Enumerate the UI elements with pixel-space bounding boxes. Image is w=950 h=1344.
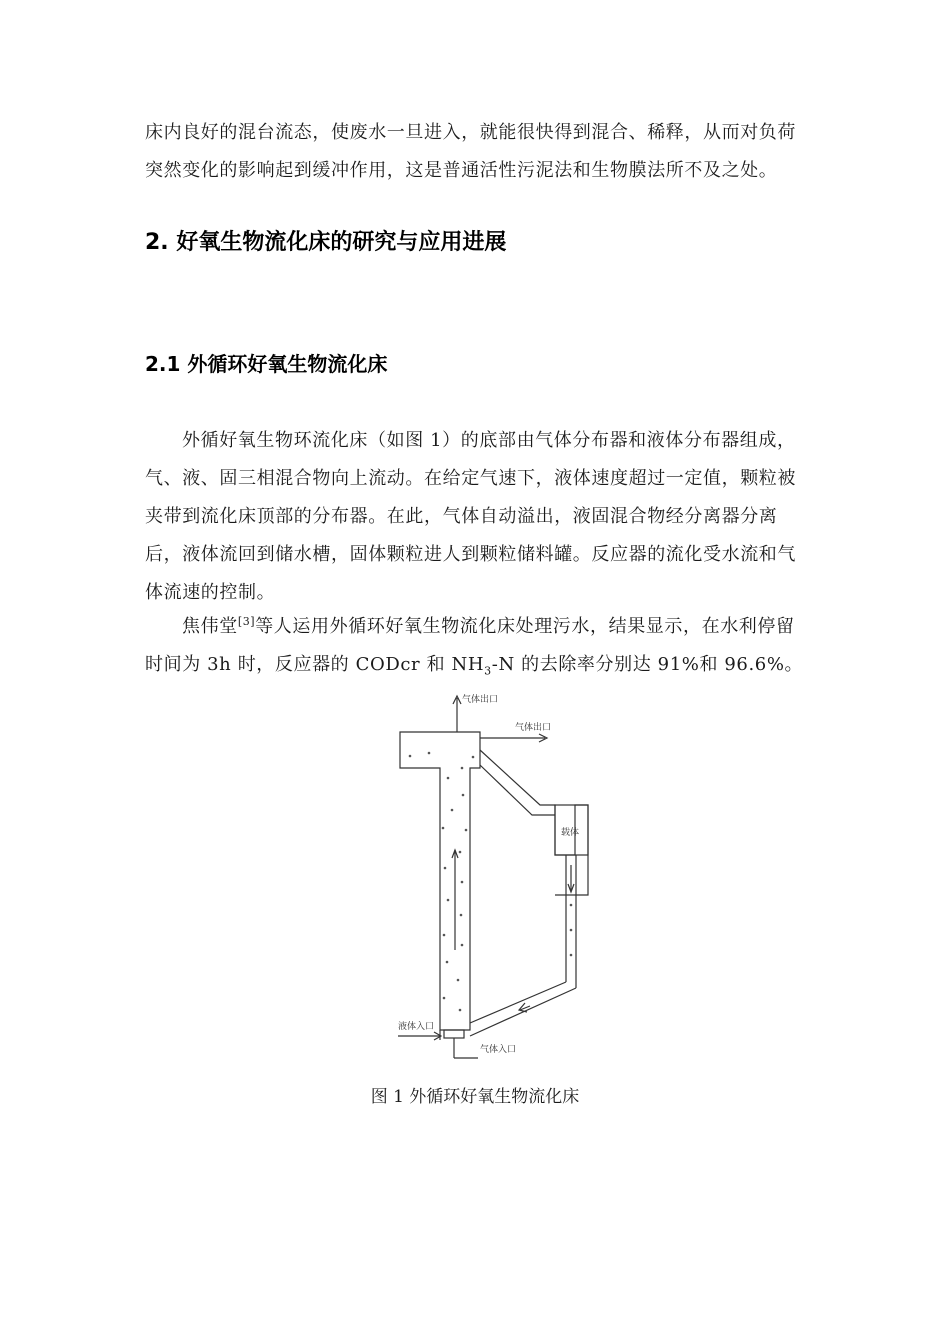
return-pipe-inner <box>470 982 566 1023</box>
author-name: 焦伟堂 <box>182 616 238 637</box>
particles <box>409 752 573 1012</box>
section-heading: 2. 好氧生物流化床的研究与应用进展 <box>145 230 507 255</box>
label-gas-in: 气体入口 <box>480 1045 517 1055</box>
paragraph-description: 外循好氧生物环流化床（如图 1）的底部由气体分布器和液体分布器组成，气、液、固三相混合物向上流动。在给定气速下，液体速度超过一定值，颗粒被夹带到流化床顶部的分布器。在此，气体自动溢出，液固混合物经分离器分离后，液体流回到储水槽，固体颗粒进人到颗粒储料罐。反应器的流化受水流和气体流速的控制。 <box>145 430 796 603</box>
paragraph-intro: 床内良好的混台流态，使废水一旦进入，就能很快得到混合、稀释，从而对负荷突然变化的影响起到缓冲作用，这是普通活性污泥法和生物膜法所不及之处。 <box>145 122 796 181</box>
results-text: 等人运用外循环好氧生物流化床处理污水，结果显示，在水利停留时间为 3h 时，反应器的 CODcr 和 NH <box>145 616 795 675</box>
results-text-end: -N 的去除率分别达 91%和 96.6%。 <box>491 654 804 675</box>
return-pipe-outer <box>470 988 576 1036</box>
citation-ref: [3] <box>237 615 256 628</box>
figure-1-diagram <box>380 690 630 1070</box>
label-gas-out-top: 气体出口 <box>462 695 499 705</box>
subscript-3: 3 <box>484 664 492 678</box>
label-gas-out-side: 气体出口 <box>515 723 552 733</box>
label-carrier: 载体 <box>561 828 580 838</box>
fluidized-bed-diagram <box>380 690 630 1070</box>
riser-column <box>400 732 480 1030</box>
label-liquid-in: 液体入口 <box>398 1022 435 1032</box>
subsection-heading: 2.1 外循环好氧生物流化床 <box>145 352 388 376</box>
paragraph-results <box>145 608 810 684</box>
figure-caption: 图 1 外循环好氧生物流化床 <box>370 1087 580 1107</box>
downcomer-top <box>480 750 588 895</box>
gas-distributor <box>444 1030 464 1038</box>
